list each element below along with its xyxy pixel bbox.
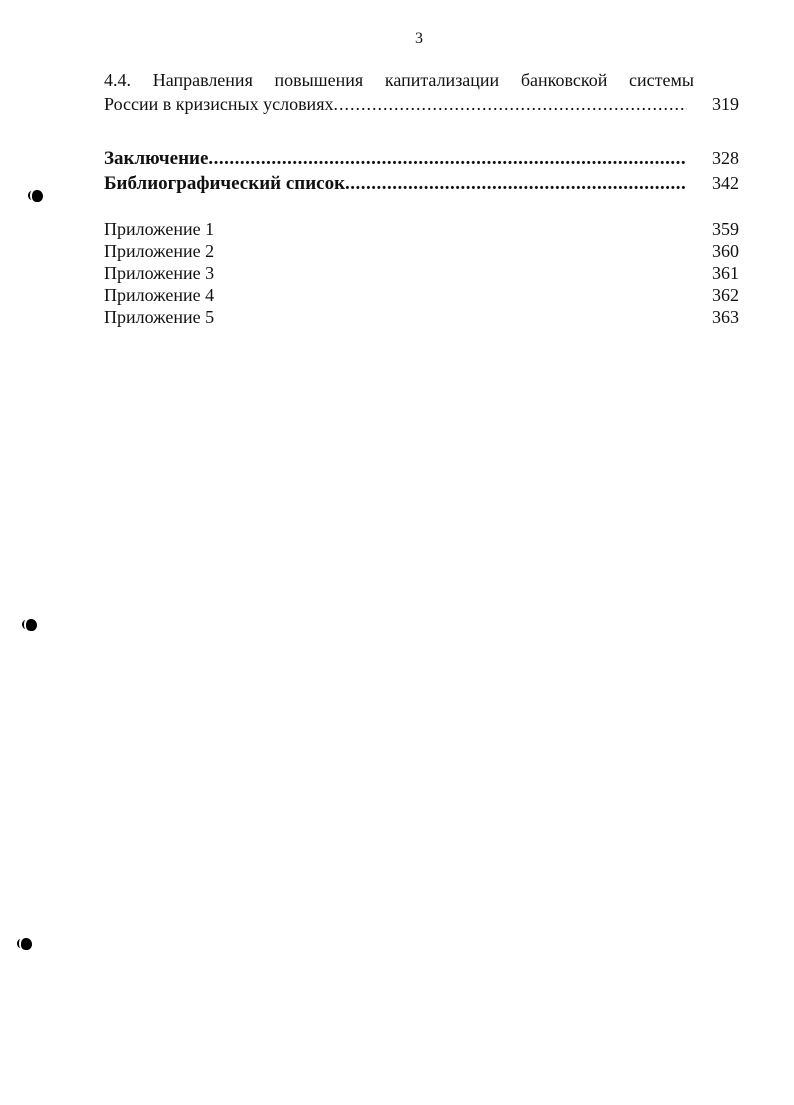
toc-entry-label: Заключение (104, 148, 209, 169)
toc-entry-appendix-2 (104, 239, 739, 263)
toc-entry-label: Библиографический список (104, 173, 346, 194)
toc-entry-appendix-3 (104, 261, 739, 285)
toc-entry-page: 328 (712, 148, 739, 168)
toc-entry-label: Приложение 2 (104, 241, 215, 261)
toc-entry-label: Приложение 5 (104, 307, 215, 327)
toc-entry-conclusion (104, 146, 739, 170)
toc-entry-page: 342 (712, 173, 739, 193)
toc-entry-4-4-line2: России в кризисных условиях (104, 94, 334, 114)
binding-hole-mark (26, 619, 37, 631)
binding-hole-mark (32, 190, 43, 202)
toc-entry-page: 362 (712, 285, 739, 305)
toc-entry-4-4-line1: 4.4. Направления повышения капитализации банковской системы (104, 70, 694, 90)
toc-entry-appendix-5 (104, 305, 739, 329)
toc-entry-label: Приложение 4 (104, 285, 215, 305)
toc-entry-bibliography (104, 171, 739, 195)
toc-entry-page: 363 (712, 307, 739, 327)
toc-entry-page: 360 (712, 241, 739, 261)
binding-hole-mark (21, 938, 32, 950)
toc-entry-page: 361 (712, 263, 739, 283)
toc-entry-appendix-1 (104, 217, 739, 241)
dot-leader (333, 92, 687, 116)
dot-leader (208, 147, 687, 171)
toc-entry-page: 319 (712, 94, 739, 114)
toc-entry-label: Приложение 1 (104, 219, 215, 239)
toc-entry-appendix-4 (104, 283, 739, 307)
dot-leader (345, 172, 687, 196)
toc-entry-label: Приложение 3 (104, 263, 215, 283)
toc-entry-page: 359 (712, 219, 739, 239)
toc-entry-4-4 (104, 92, 739, 116)
page-number: 3 (415, 30, 423, 47)
